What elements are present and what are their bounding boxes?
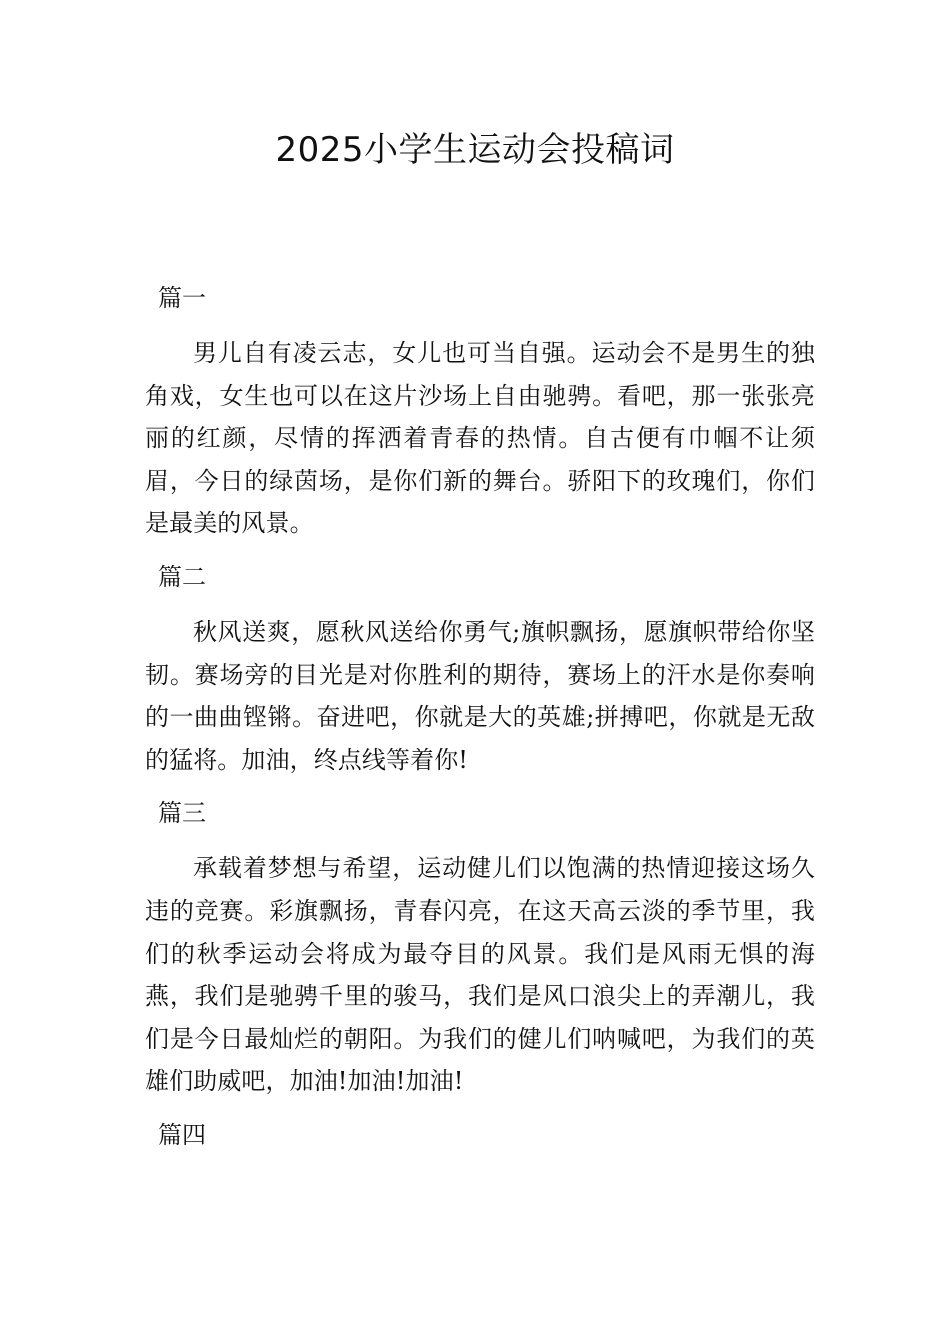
section-heading: 篇一 xyxy=(158,284,206,312)
section-2 xyxy=(145,559,815,781)
section-paragraph: 秋风送爽，愿秋风送给你勇气;旗帜飘扬，愿旗帜带给你坚韧。赛场旁的目光是对你胜利的期待，赛场上的汗水是你奏响的一曲曲铿锵。奋进吧，你就是大的英雄;拼搏吧，你就是无敌的猛将。加油，终点线等着你! xyxy=(145,617,815,774)
section-1 xyxy=(145,280,815,545)
section-heading: 篇四 xyxy=(158,1120,206,1149)
section-3 xyxy=(145,795,815,1103)
document-sections xyxy=(145,280,815,1153)
section-paragraph: 男儿自有凌云志，女儿也可当自强。运动会不是男生的独角戏，女生也可以在这片沙场上自由驰骋。看吧，那一张张亮丽的红颜，尽情的挥洒着青春的热情。自古便有巾帼不让须眉，今日的绿茵场，是你们新的舞台。骄阳下的玫瑰们，你们是最美的风景。 xyxy=(145,339,815,538)
section-4 xyxy=(145,1117,815,1153)
section-paragraph: 承载着梦想与希望，运动健儿们以饱满的热情迎接这场久违的竞赛。彩旗飘扬，青春闪亮，在这天高云淡的季节里，我们的秋季运动会将成为最夺目的风景。我们是风雨无惧的海燕，我们是驰骋千里的骏马，我们是风口浪尖上的弄潮儿，我们是今日最灿烂的朝阳。为我们的健儿们呐喊吧，为我们的英雄们助威吧，加油!加油!加油! xyxy=(145,854,815,1096)
document-title: 2025小学生运动会投稿词 xyxy=(275,130,675,170)
section-heading: 篇三 xyxy=(158,799,206,828)
section-heading: 篇二 xyxy=(158,562,206,591)
